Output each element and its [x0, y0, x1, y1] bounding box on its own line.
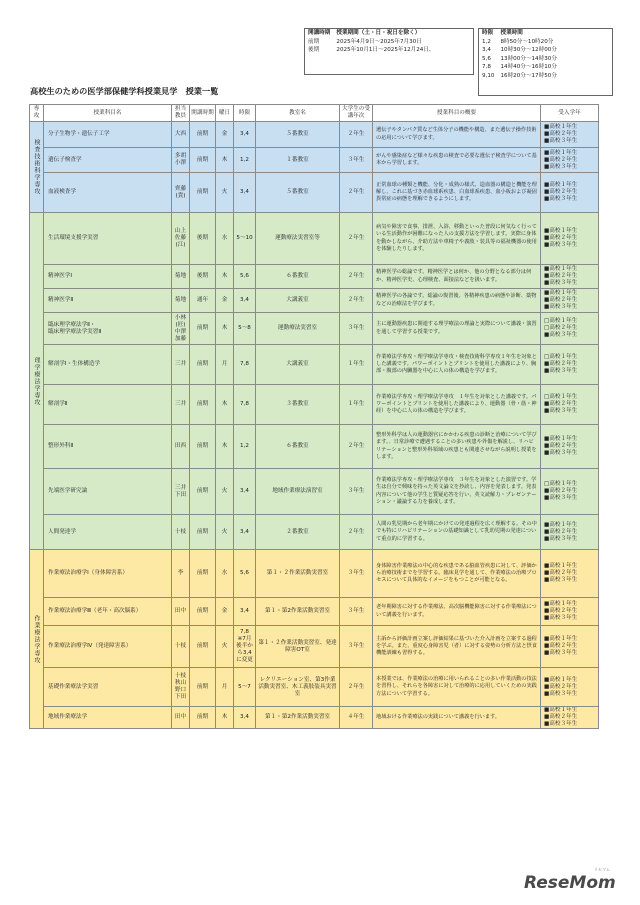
target-grade: ■高校２年生	[544, 273, 578, 279]
target-grade: ■高校３年生	[544, 138, 578, 144]
period-info-header-term: 開講時期	[308, 30, 331, 36]
student-year: ２年生	[340, 213, 373, 265]
target-grade: ■高校３年生	[544, 650, 578, 656]
term: 前期	[190, 425, 216, 469]
student-year: ２年生	[340, 515, 373, 550]
day: 火	[216, 626, 234, 668]
room: 運動療法実習室	[256, 313, 340, 345]
day: 火	[216, 173, 234, 213]
target-grades	[541, 173, 599, 213]
term: 前期	[190, 668, 216, 707]
student-year: ３年生	[340, 148, 373, 173]
course-name: 地域作業療法学	[44, 707, 172, 729]
day: 火	[216, 515, 234, 550]
target-grades	[541, 550, 599, 598]
time-info-header-period: 時限	[482, 30, 494, 36]
summary: 精神医学の総論です。精神医学とは何か、他の分野となる部分は何か、精神医学史、心理検査、面接法などを扱います。	[373, 265, 541, 289]
resemom-logo-sub: リセマム	[594, 867, 610, 872]
summary: 人間の乳児期から老年期にかけての発達過程を広く理解する。その中でも特にリハビリテーションの基礎知識として乳幼児期の発達について重点的に学習する。	[373, 515, 541, 550]
target-grade: ■高校１年生	[544, 149, 578, 156]
time-info-period: 1,2	[482, 38, 491, 45]
time-info-header	[479, 29, 560, 38]
target-grades	[541, 515, 599, 550]
target-grades	[541, 668, 599, 707]
term: 後期	[190, 213, 216, 265]
target-grade: ■高校１年生	[544, 563, 578, 569]
course-name: 精神医学Ⅱ	[44, 289, 172, 313]
room: 地域作業療法演習室	[256, 469, 340, 515]
period-info-term: 後期	[308, 47, 320, 53]
summary: 身体障害作業療法の中心的な疾患である脳血管疾患に対して、評価から治療技術までを学習する。臨床見学を通して、作業療法の治療プロセスについて具体的なイメージをもつことが可能となる。	[373, 550, 541, 598]
time-info-period: 9,10	[482, 72, 495, 79]
period: 3,4	[234, 469, 256, 515]
course-table	[29, 104, 599, 729]
room: 大講義室	[256, 289, 340, 313]
teacher: 菊地	[172, 289, 190, 313]
room: ２番教室	[256, 515, 340, 550]
table-row	[30, 173, 599, 213]
student-year: ２年生	[340, 173, 373, 213]
target-grade: ■高校２年生	[544, 528, 578, 535]
period-info-range: 2025年4月9日～2025年7月30日	[336, 38, 422, 45]
target-grade: □高校１年生	[544, 394, 578, 400]
day: 木	[216, 313, 234, 345]
teacher: 十枝	[172, 515, 190, 550]
course-name: 分子生物学・遺伝子工学	[44, 122, 172, 148]
period: 7,8	[234, 345, 256, 385]
target-grades	[541, 345, 599, 385]
period: 3,4	[234, 515, 256, 550]
day: 木	[216, 707, 234, 729]
target-grade: ■高校３年生	[544, 535, 578, 542]
time-info-time: 13時00分～14時30分	[500, 55, 557, 62]
target-grade: ■高校２年生	[544, 488, 578, 494]
col-teacher: 担当教員	[172, 105, 190, 122]
time-info-row	[479, 55, 560, 64]
target-grade: ■高校１年生	[544, 601, 578, 607]
summary: 正常血球の種類と機能、分化・成熟の様式、造血器の構造と機能を理解し、これに基づき赤血球系疾患、白血球系疾患、血小板および凝固異常症の病態を理解できるようにします。	[373, 173, 541, 213]
col-course-name: 授業科目名	[44, 105, 172, 122]
room: 第１・第2作業活動実習室	[256, 598, 340, 626]
target-grades	[541, 707, 599, 729]
table-row	[30, 122, 599, 148]
day: 火	[216, 469, 234, 515]
time-info-time: 16時20分～17時50分	[500, 72, 557, 79]
col-day: 曜日	[216, 105, 234, 122]
teacher: 十枝 秋山 野口 下田	[172, 668, 190, 707]
period: 1,2	[234, 425, 256, 469]
target-grade: ■高校２年生	[544, 235, 578, 241]
day: 金	[216, 122, 234, 148]
room: ５番教室	[256, 173, 340, 213]
course-name: 解剖学Ⅱ	[44, 385, 172, 425]
student-year: ３年生	[340, 550, 373, 598]
target-grades	[541, 122, 599, 148]
time-info-period: 5,6	[482, 55, 491, 62]
teacher: 小林 (匠) 中澤 加藤	[172, 313, 190, 345]
course-name: 整形外科Ⅱ	[44, 425, 172, 469]
target-grade: ■高校３年生	[544, 450, 578, 456]
col-year: 大学生の受講年次	[340, 105, 373, 122]
term: 前期	[190, 313, 216, 345]
target-grades	[541, 598, 599, 626]
term: 後期	[190, 265, 216, 289]
day: 木	[216, 148, 234, 173]
summary: 主に運動器疾患に関連する理学療法の理論と実際について講義・演習を通して学習する授業です。	[373, 313, 541, 345]
day: 木	[216, 265, 234, 289]
target-grade: ■高校３年生	[544, 196, 578, 202]
teacher: 田中	[172, 707, 190, 729]
period: 5～8	[234, 313, 256, 345]
room: 第１・２作業活動実習室	[256, 550, 340, 598]
target-grade: ■高校３年生	[544, 304, 578, 310]
target-grade: ■高校１年生	[544, 266, 578, 272]
summary: 老年期障害に対する作業療法、高次脳機能障害に対する作業療法について講義を行います。	[373, 598, 541, 626]
period: 5,6	[234, 265, 256, 289]
table-row	[30, 385, 599, 425]
time-info-box	[478, 28, 613, 96]
day: 木	[216, 425, 234, 469]
time-info-row	[479, 46, 560, 55]
summary: 整形外科学は人の運動器官にかかわる疾患の診断と治療について学びます。．日常診療で遭遇することの多い疾患や外傷を解説し、リハビリテーションと整形外科領域の疾患とも関連させながら説明し授業をします。	[373, 425, 541, 469]
course-name: 基礎作業療法学実習	[44, 668, 172, 707]
student-year: ３年生	[340, 313, 373, 345]
target-grade: ■高校３年生	[544, 721, 578, 727]
target-grades	[541, 148, 599, 173]
term: 前期	[190, 598, 216, 626]
table-row	[30, 668, 599, 707]
teacher: 三井 下田	[172, 469, 190, 515]
period: 1,2	[234, 148, 256, 173]
summary: 作業療法学専攻・理学療法学専攻・検査技術科学専攻１年生を対象とした講義です。パワーポイントとプリントを使用した講義により、胸部・腹部の内臓器を中心に人の体の構造を学びます。	[373, 345, 541, 385]
target-grade: ■高校２年生	[544, 643, 578, 649]
target-grade: ■高校１年生	[544, 521, 578, 528]
target-grade: ■高校３年生	[544, 495, 578, 501]
target-grade: ■高校１年生	[544, 182, 578, 188]
target-grade: ■高校２年生	[544, 156, 578, 163]
target-grades	[541, 213, 599, 265]
term: 通年	[190, 289, 216, 313]
term: 前期	[190, 345, 216, 385]
table-header-row	[30, 105, 599, 122]
dept-cell: 理学療法学専攻	[30, 213, 44, 550]
room: 第１・２作業活動実習室、発達障害OT室	[256, 626, 340, 668]
target-grades	[541, 425, 599, 469]
target-grade: ■高校３年生	[544, 280, 578, 286]
teacher: 菊地	[172, 265, 190, 289]
summary: 地域おける作業療法の実践について講義を行います。	[373, 707, 541, 729]
period: 3,4	[234, 598, 256, 626]
student-year: ４年生	[340, 707, 373, 729]
target-grade: ■高校３年生	[544, 368, 578, 374]
term: 前期	[190, 148, 216, 173]
period: 3,4	[234, 289, 256, 313]
teacher: 三井	[172, 345, 190, 385]
table-row	[30, 213, 599, 265]
target-grades	[541, 626, 599, 668]
target-grade: □高校１年生	[544, 481, 578, 487]
course-name: 遺伝子検査学	[44, 148, 172, 173]
table-row	[30, 550, 599, 598]
course-name: 人間発達学	[44, 515, 172, 550]
period: 3,4	[234, 173, 256, 213]
course-name: 先端医学研究論	[44, 469, 172, 515]
page-title: 高校生のための医学部保健学科授業見学 授業一覧	[30, 86, 219, 96]
course-name: 臨床理学療法学Ⅱ・ 臨床理学療法学実習Ⅱ	[44, 313, 172, 345]
target-grade: ■高校３年生	[544, 332, 578, 338]
table-row	[30, 148, 599, 173]
student-year: １年生	[340, 345, 373, 385]
target-grade: ■高校３年生	[544, 577, 578, 583]
target-grades	[541, 265, 599, 289]
target-grade: ■高校１年生	[544, 636, 578, 642]
day: 月	[216, 345, 234, 385]
target-grade: ■高校２年生	[544, 401, 578, 407]
teacher: 多胡 小澤	[172, 148, 190, 173]
course-name: 生活環境支援学実習	[44, 213, 172, 265]
period: 7,8	[234, 385, 256, 425]
table-row	[30, 345, 599, 385]
student-year: ３年生	[340, 469, 373, 515]
period: 7,8 ※7月後半から3,4に変更	[234, 626, 256, 668]
room: 第１・第2作業活動実習室	[256, 707, 340, 729]
student-year: ３年生	[340, 626, 373, 668]
course-name: 作業療法治療学Ⅰ（身体障害系）	[44, 550, 172, 598]
day: 月	[216, 668, 234, 707]
student-year: ３年生	[340, 598, 373, 626]
summary: 作業療法学専攻・理学療法学専攻 ３年生を対象とした演習です。学生は自分で興味を持った英文論文を抄読し、内容を発表します。発表内容について他の学生と質疑応答を行い、英文読解力・プレゼンテーション・議論する力を養成します。	[373, 469, 541, 515]
target-grade: ■高校１年生	[544, 436, 578, 442]
period: 3,4	[234, 122, 256, 148]
room: ６番教室	[256, 425, 340, 469]
period-info-header	[305, 29, 438, 38]
table-row	[30, 313, 599, 345]
time-info-row	[479, 72, 560, 81]
teacher: 田西	[172, 425, 190, 469]
table-row	[30, 265, 599, 289]
time-info-period: 3,4	[482, 47, 491, 53]
teacher: 三井	[172, 385, 190, 425]
room: 運動療法実習室等	[256, 213, 340, 265]
target-grade: ■高校３年生	[544, 408, 578, 414]
period-info-header-range: 授業期間（土・日・祝日を除く）	[336, 30, 421, 36]
time-info-time: 10時30分～12時00分	[500, 47, 557, 53]
table-row	[30, 425, 599, 469]
table-row	[30, 469, 599, 515]
period: 5～7	[234, 668, 256, 707]
target-grade: ■高校１年生	[544, 676, 578, 683]
summary: 作業療法学専攻・理学療法学専攻 １年生を対象とした講義です。パワーポイントとプリントを使用した講義により、運動器（骨・筋・神経）を中心に人の体の構造を学びます。	[373, 385, 541, 425]
summary: 遺伝子やタンパク質など生体分子の機能や構造、また遺伝子操作技術の応用について学びます。	[373, 122, 541, 148]
student-year: ２年生	[340, 425, 373, 469]
summary: がんや感染症など様々な疾患の検査で必要な遺伝子検査学について基本から学習します。	[373, 148, 541, 173]
resemom-logo: ReseMom	[524, 873, 616, 893]
room: ６番教室	[256, 265, 340, 289]
target-grade: ■高校２年生	[544, 189, 578, 195]
time-info-row	[479, 38, 560, 47]
table-row	[30, 707, 599, 729]
teacher: 大西	[172, 122, 190, 148]
period-info-range: 2025年10月1日～2025年12月24日、	[336, 47, 435, 53]
time-info-row	[479, 63, 560, 72]
target-grades	[541, 385, 599, 425]
col-room: 教室名	[256, 105, 340, 122]
col-summary: 授業科目の概要	[373, 105, 541, 122]
dept-cell: 検査技術科学専攻	[30, 122, 44, 213]
col-period: 時限	[234, 105, 256, 122]
target-grade: ■高校１年生	[544, 290, 578, 296]
target-grades	[541, 313, 599, 345]
room: ５番教室	[256, 122, 340, 148]
student-year: ２年生	[340, 122, 373, 148]
course-name: 作業療法治療学Ⅳ（発達障害系）	[44, 626, 172, 668]
target-grade: ■高校２年生	[544, 361, 578, 367]
day: 金	[216, 598, 234, 626]
day: 水	[216, 550, 234, 598]
day: 木	[216, 385, 234, 425]
course-name: 血液検査学	[44, 173, 172, 213]
table-row	[30, 515, 599, 550]
course-name: 作業療法治療学Ⅲ（老年・高次脳系）	[44, 598, 172, 626]
student-year: ２年生	[340, 668, 373, 707]
day: 金	[216, 289, 234, 313]
period: 5～10	[234, 213, 256, 265]
col-dept: 専攻	[30, 105, 44, 122]
target-grade: □高校２年生	[544, 325, 578, 331]
target-grade: ■高校３年生	[544, 163, 578, 170]
target-grade: ■高校２年生	[544, 570, 578, 576]
term: 前期	[190, 173, 216, 213]
target-grade: ■高校２年生	[544, 131, 578, 137]
term: 前期	[190, 515, 216, 550]
student-year: ２年生	[340, 289, 373, 313]
room: ３番教室	[256, 385, 340, 425]
room: 大講義室	[256, 345, 340, 385]
time-info-time: 14時40分～16時10分	[500, 64, 557, 70]
summary: 主訴から評価計画立案し評価結果に基づいた介入計画を立案する過程を学ぶ。また、重度心身障害児（者）に対する姿勢の分析方法と摂食機能訓練も習得する。	[373, 626, 541, 668]
col-target: 受入学年	[541, 105, 599, 122]
course-name: 精神医学Ⅰ	[44, 265, 172, 289]
target-grade: ■高校２年生	[544, 714, 578, 720]
term: 前期	[190, 626, 216, 668]
target-grade: ■高校３年生	[544, 242, 578, 248]
term: 前期	[190, 550, 216, 598]
room: レクリエーション室、第3作業活動実習室、木工義肢装具実習室	[256, 668, 340, 707]
table-row	[30, 289, 599, 313]
target-grade: ■高校２年生	[544, 443, 578, 449]
period-info-term: 前期	[308, 38, 320, 45]
term: 前期	[190, 122, 216, 148]
teacher: 齊藤 (貴)	[172, 173, 190, 213]
teacher: 山上 佐藤 (江)	[172, 213, 190, 265]
teacher: 十枝	[172, 626, 190, 668]
target-grade: ■高校２年生	[544, 297, 578, 303]
target-grade: □高校１年生	[544, 318, 578, 324]
teacher: 田中	[172, 598, 190, 626]
period: 3,4	[234, 707, 256, 729]
period-info-row	[305, 38, 438, 47]
period-info-box	[304, 28, 474, 75]
target-grades	[541, 289, 599, 313]
time-info-period: 7,8	[482, 64, 491, 70]
term: 前期	[190, 707, 216, 729]
target-grades	[541, 469, 599, 515]
summary: 精神医学の各論です。総論の復習後、各精神疾患の病態や診断、薬物などの治療法を学びます。	[373, 289, 541, 313]
target-grade: ■高校２年生	[544, 683, 578, 690]
target-grade: ■高校１年生	[544, 707, 578, 713]
table-row	[30, 598, 599, 626]
student-year: ２年生	[340, 265, 373, 289]
teacher: 李	[172, 550, 190, 598]
day: 水	[216, 213, 234, 265]
course-table-body	[30, 122, 599, 729]
term: 前期	[190, 469, 216, 515]
target-grade: ■高校２年生	[544, 608, 578, 614]
course-name: 解剖学Ⅰ・生体構造学	[44, 345, 172, 385]
target-grade: ■高校１年生	[544, 228, 578, 234]
time-info-time: 8時50分～10時20分	[500, 38, 554, 45]
student-year: １年生	[340, 385, 373, 425]
time-info-header-time: 授業時間	[500, 30, 523, 36]
period-info-row	[305, 46, 438, 55]
dept-cell: 作業療法学専攻	[30, 550, 44, 729]
table-row	[30, 626, 599, 668]
target-grade: ■高校３年生	[544, 690, 578, 697]
target-grade: ■高校１年生	[544, 124, 578, 130]
target-grade: □高校１年生	[544, 354, 578, 360]
period: 5,6	[234, 550, 256, 598]
col-term: 開講時期	[190, 105, 216, 122]
target-grade: ■高校３年生	[544, 615, 578, 621]
summary: 本授業では、作業療法の治療に用いられることの多い作業活動の技法を習得し、それらを各障害に対して治療的に応用していくための実践方法について学習する。	[373, 668, 541, 707]
room: １番教室	[256, 148, 340, 173]
summary: 病気や障害で食事、排泄、入浴、移動といった普段に何気なく行っている生活動作が困難になった人の支援方法を学習します。実際に身体を動かしながら、介助方法や車椅子や義肢・装具等の福祉機器の使用を体験したりします。	[373, 213, 541, 265]
term: 前期	[190, 385, 216, 425]
